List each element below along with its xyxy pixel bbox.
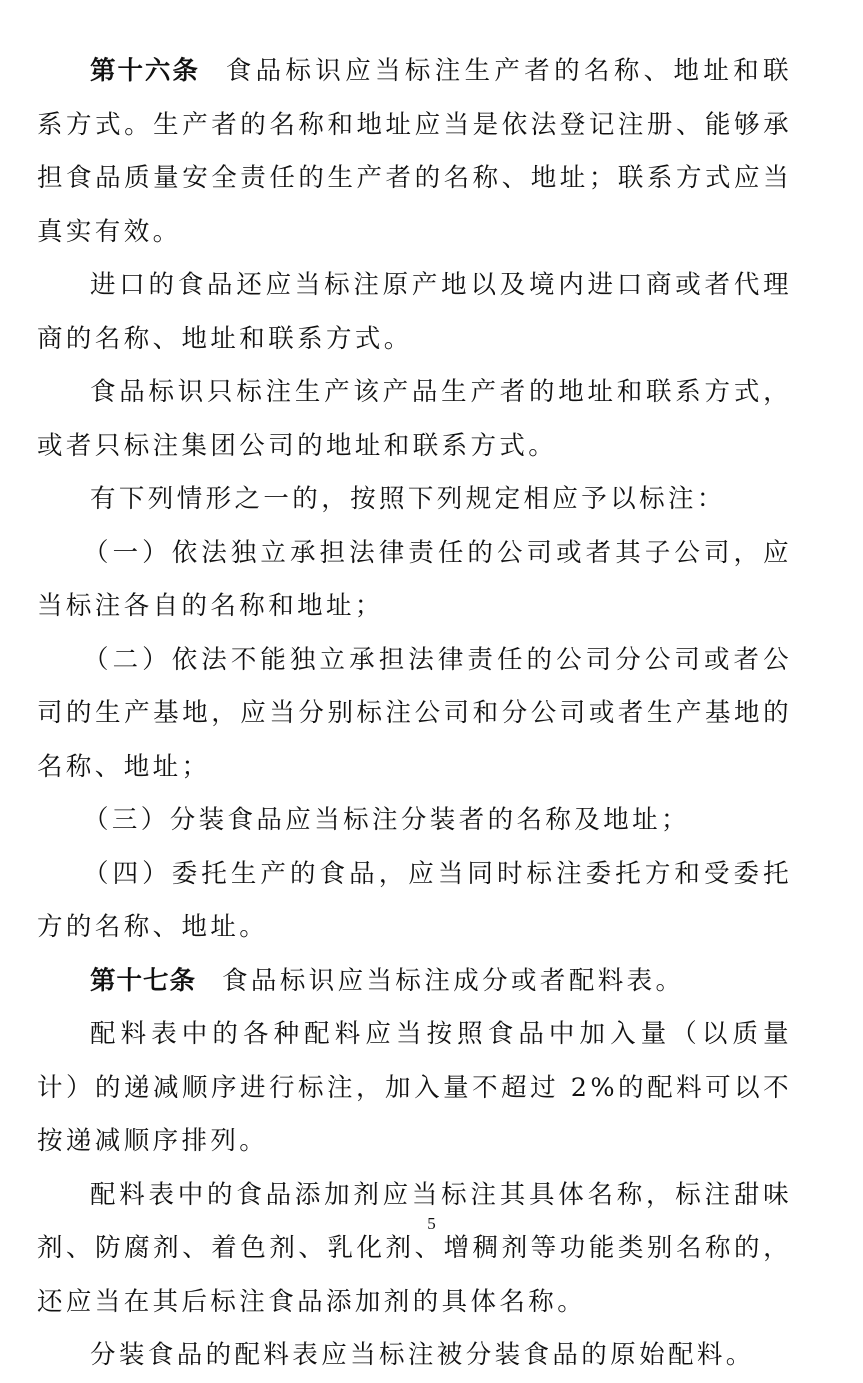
page-number: 5	[427, 1214, 436, 1233]
paragraph-text: 进口的食品还应当标注原产地以及境内进口商或者代理商的名称、地址和联系方式。	[37, 270, 792, 354]
paragraph-text: 食品标识只标注生产该产品生产者的地址和联系方式，或者只标注集团公司的地址和联系方式。	[37, 377, 792, 461]
paragraph-text: 配料表中的食品添加剂应当标注其具体名称，标注甜味剂、防腐剂、着色剂、乳化剂、增稠剂等功能类别名称的，还应当在其后标注食品添加剂的具体名称。	[37, 1179, 792, 1317]
paragraph-text: 食品标识应当标注生产者的名称、地址和联系方式。生产者的名称和地址应当是依法登记注册、能够承担食品质量安全责任的生产者的名称、地址；联系方式应当真实有效。	[37, 56, 792, 247]
list-item-text: （三）分装食品应当标注分装者的名称及地址；	[83, 805, 690, 835]
list-item-text: （四）委托生产的食品，应当同时标注委托方和受委托方的名称、地址。	[37, 858, 792, 942]
paragraph	[37, 366, 792, 473]
list-item	[37, 794, 792, 848]
article-heading: 第十七条	[90, 965, 197, 996]
paragraph-text: 有下列情形之一的，按照下列规定相应予以标注：	[90, 484, 726, 514]
document-body	[37, 45, 792, 1383]
paragraph-article-16	[37, 45, 792, 259]
list-item-text: （二）依法不能独立承担法律责任的公司分公司或者公司的生产基地，应当分别标注公司和分公司或者生产基地的名称、地址；	[37, 644, 792, 782]
paragraph	[37, 1008, 792, 1169]
paragraph	[37, 1169, 792, 1330]
list-item	[37, 527, 792, 634]
paragraph-text: 配料表中的各种配料应当按照食品中加入量（以质量计）的递减顺序进行标注，加入量不超过 2%的配料可以不按递减顺序排列。	[37, 1019, 792, 1156]
paragraph	[37, 1329, 792, 1383]
paragraph	[37, 259, 792, 366]
list-item-text: （一）依法独立承担法律责任的公司或者其子公司，应当标注各自的名称和地址；	[37, 537, 792, 621]
paragraph-text: 食品标识应当标注成分或者配料表。	[222, 965, 685, 996]
paragraph	[37, 473, 792, 527]
article-heading: 第十六条	[90, 56, 200, 86]
paragraph-article-17	[37, 955, 792, 1009]
list-item	[37, 634, 792, 795]
list-item	[37, 848, 792, 955]
paragraph-text: 分装食品的配料表应当标注被分装食品的原始配料。	[90, 1340, 755, 1370]
